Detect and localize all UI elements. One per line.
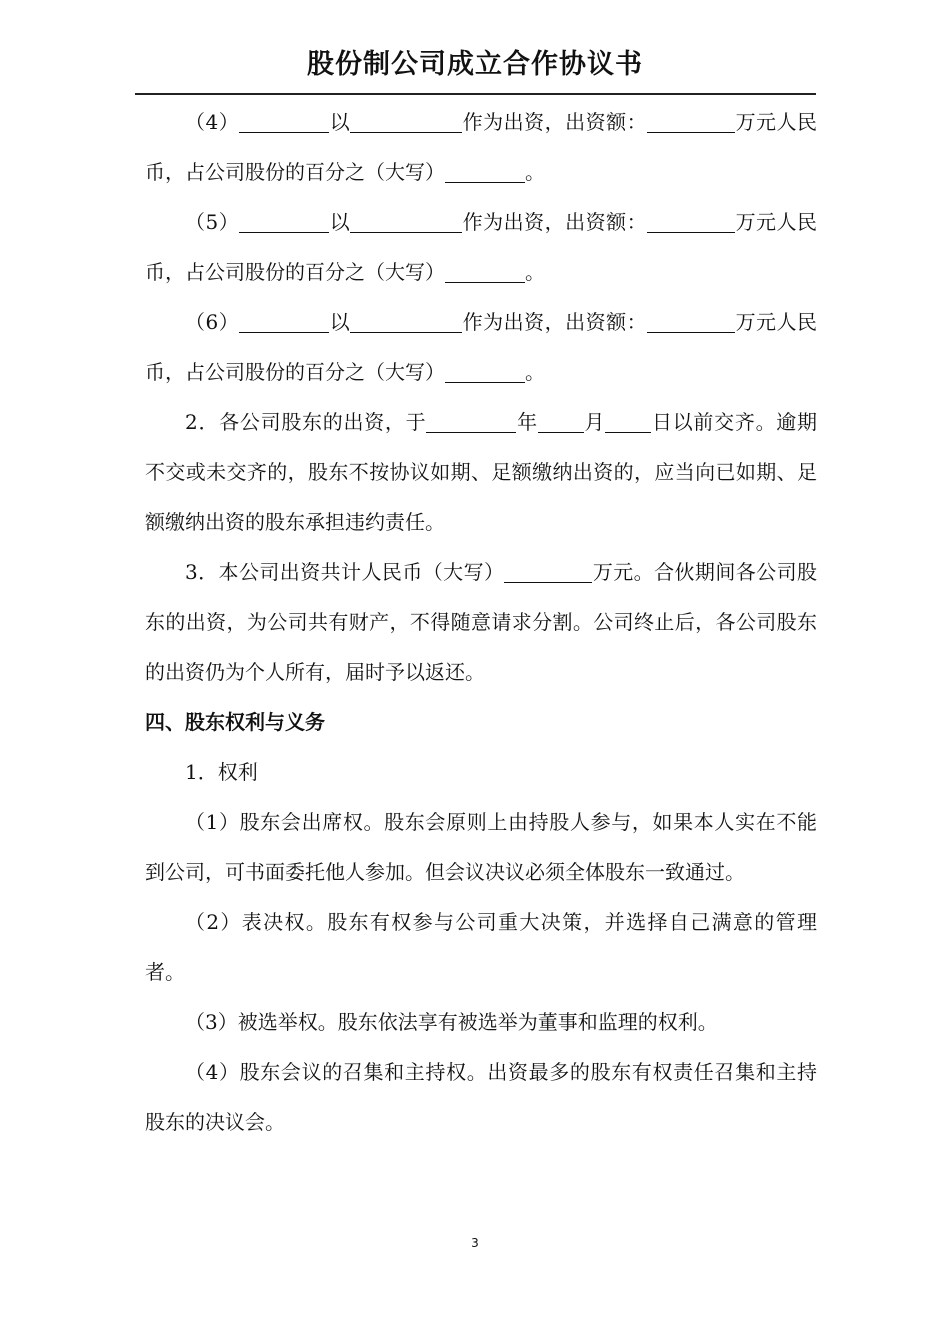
blank-field[interactable]: [350, 212, 462, 233]
clause-5: [145, 197, 817, 297]
right-item-2: （2）表决权。股东有权参与公司重大决策，并选择自己满意的管理者。: [145, 910, 817, 984]
clause-text: 万元人民币，占公司股份的百分之（大写）: [145, 210, 818, 284]
page-number: 3: [471, 1236, 479, 1250]
blank-field[interactable]: [426, 412, 516, 433]
clause-text: 。: [525, 360, 545, 384]
clause-text: 以: [329, 210, 351, 234]
clause-4: [145, 97, 817, 197]
clause-number: （4）: [185, 110, 240, 134]
blank-field[interactable]: [445, 262, 525, 283]
blank-field[interactable]: [605, 412, 651, 433]
clause-text: 月: [583, 410, 606, 434]
blank-field[interactable]: [350, 112, 462, 133]
clause-number: （5）: [185, 210, 240, 234]
right-item-3: （3）被选举权。股东依法享有被选举为董事和监理的权利。: [185, 1010, 718, 1034]
clause-text: 年: [516, 410, 538, 434]
blank-field[interactable]: [538, 412, 584, 433]
blank-field[interactable]: [239, 112, 329, 133]
clause-text: 2．各公司股东的出资，于: [185, 410, 427, 434]
clause-text: 日以前交齐。逾期不交或未交齐的，股东不按协议如期、足额缴纳出资的，应当向已如期、足额缴纳出资的股东承担违约责任。: [145, 410, 818, 534]
clause-text: 以: [329, 110, 351, 134]
paragraph-3: [145, 547, 817, 697]
subsection-heading: 1．权利: [185, 760, 258, 784]
clause-text: 万元人民币，占公司股份的百分之（大写）: [145, 310, 818, 384]
clause-number: （6）: [185, 310, 240, 334]
clause-text: 作为出资，出资额：: [462, 110, 648, 134]
blank-field[interactable]: [647, 112, 735, 133]
document-body: [145, 97, 817, 1147]
clause-text: 。: [525, 260, 545, 284]
clause-text: 以: [329, 310, 351, 334]
paragraph-2: [145, 397, 817, 547]
right-item-1: （1）股东会出席权。股东会原则上由持股人参与，如果本人实在不能到公司，可书面委托他人参加。但会议决议必须全体股东一致通过。: [145, 810, 817, 884]
clause-text: 。: [525, 160, 545, 184]
blank-field[interactable]: [445, 162, 525, 183]
clause-text: 作为出资，出资额：: [462, 310, 648, 334]
section-heading: 四、股东权利与义务: [145, 710, 325, 734]
clause-6: [145, 297, 817, 397]
document-title: 股份制公司成立合作协议书: [307, 49, 643, 80]
clause-text: 作为出资，出资额：: [462, 210, 648, 234]
blank-field[interactable]: [445, 362, 525, 383]
clause-text: 万元人民币，占公司股份的百分之（大写）: [145, 110, 818, 184]
clause-text: 3．本公司出资共计人民币（大写）: [185, 560, 505, 584]
right-item-4: （4）股东会议的召集和主持权。出资最多的股东有权责任召集和主持股东的决议会。: [145, 1060, 817, 1134]
clause-text: 万元。合伙期间各公司股东的出资，为公司共有财产，不得随意请求分割。公司终止后，各公司股东的出资仍为个人所有，届时予以返还。: [145, 560, 817, 684]
header-rule: [135, 93, 816, 95]
blank-field[interactable]: [239, 312, 329, 333]
blank-field[interactable]: [647, 312, 735, 333]
blank-field[interactable]: [350, 312, 462, 333]
blank-field[interactable]: [647, 212, 735, 233]
blank-field[interactable]: [239, 212, 329, 233]
blank-field[interactable]: [504, 562, 592, 583]
